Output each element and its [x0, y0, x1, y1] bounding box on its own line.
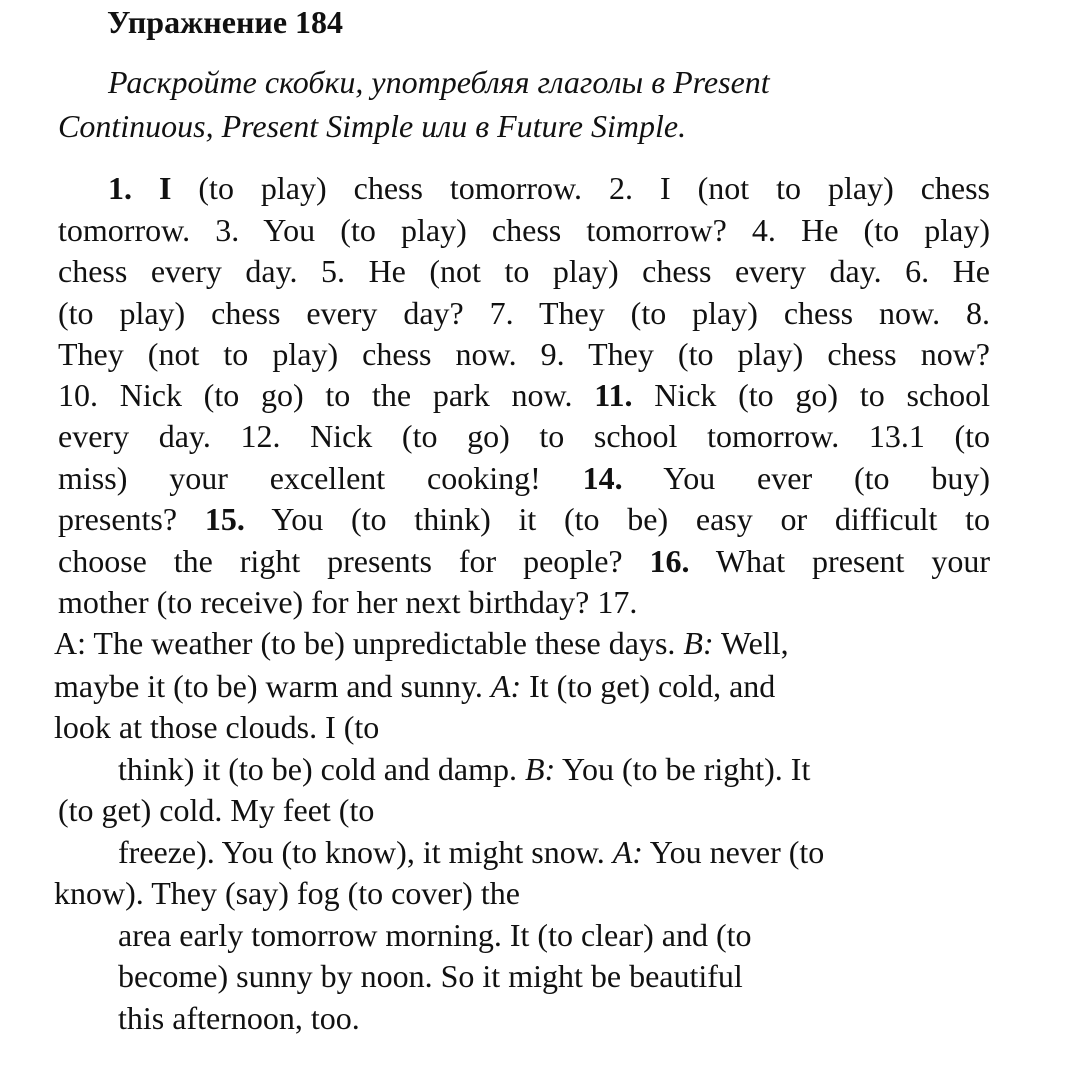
item-number: 11. — [594, 377, 633, 413]
text-line — [58, 498, 990, 540]
text-segment: A: The weather (to be) unpredictable these days. — [54, 625, 684, 661]
text-line — [58, 374, 990, 416]
item-number: 14. — [582, 460, 623, 496]
text-segment: freeze). You (to know), it might snow. — [118, 834, 613, 870]
line-content — [54, 668, 775, 704]
text-segment: You (to think) it (to be) easy or difficult to — [244, 501, 991, 537]
line-content — [58, 584, 637, 620]
text-line — [54, 665, 775, 707]
text-segment: (to play) chess tomorrow. 2. I (not to play) chess — [171, 170, 990, 206]
line-content — [54, 625, 789, 661]
text-segment: become) sunny by noon. So it might be beautiful — [118, 958, 743, 994]
text-segment: mother (to receive) for her next birthday? 17. — [58, 584, 638, 620]
line-content — [54, 875, 520, 911]
text-line — [58, 250, 990, 292]
text-segment: You (to be right). It — [555, 751, 811, 787]
line-content — [58, 253, 990, 289]
exercise-title: Упражнение 184 — [107, 4, 344, 40]
text-segment: You ever (to buy) — [622, 460, 990, 496]
line-content — [118, 751, 810, 787]
text-line — [58, 457, 990, 499]
line-content — [58, 792, 374, 828]
line-content — [118, 1000, 360, 1036]
item-number: 15. — [204, 501, 245, 537]
text-segment: presents? — [58, 501, 205, 537]
speaker-label: B: — [683, 625, 714, 661]
text-segment: miss) your excellent cooking! — [58, 460, 583, 496]
text-line — [118, 831, 824, 873]
line-content — [108, 170, 990, 206]
line-content — [58, 501, 990, 537]
item-number: 1. I — [108, 170, 172, 206]
text-segment: maybe it (to be) warm and sunny. — [54, 668, 491, 704]
line-content — [118, 917, 752, 953]
text-segment: this afternoon, too. — [118, 1000, 360, 1036]
text-line — [118, 997, 360, 1039]
exercise-instruction — [58, 60, 998, 148]
text-segment: What present your — [689, 543, 990, 579]
line-content — [58, 212, 990, 248]
text-segment: Nick (to go) to school — [632, 377, 991, 413]
text-line — [54, 706, 379, 748]
speaker-label: A: — [490, 668, 522, 704]
text-segment: (to get) cold. My feet (to — [58, 792, 375, 828]
line-content — [54, 709, 379, 745]
text-line — [118, 955, 743, 997]
text-segment: look at those clouds. I (to — [54, 709, 380, 745]
speaker-label: B: — [525, 751, 556, 787]
text-segment: think) it (to be) cold and damp. — [118, 751, 526, 787]
line-content — [58, 336, 990, 372]
text-segment: area early tomorrow morning. It (to clear) and (to — [118, 917, 752, 953]
text-line — [58, 292, 990, 334]
text-segment: choose the right presents for people? — [58, 543, 650, 579]
text-line — [58, 581, 637, 623]
text-line — [118, 748, 810, 790]
text-line — [58, 789, 374, 831]
text-line — [58, 209, 990, 251]
line-content — [58, 418, 990, 454]
text-line — [118, 914, 752, 956]
text-segment: It (to get) cold, and — [521, 668, 776, 704]
text-segment: 10. Nick (to go) to the park now. — [58, 377, 595, 413]
line-content — [58, 543, 990, 579]
speaker-label: A: — [612, 834, 643, 870]
instruction-line: Continuous, Present Simple или в Future Simple. — [58, 108, 687, 144]
instruction-line: Раскройте скобки, употребляя глаголы в Present — [108, 64, 770, 100]
text-line — [58, 540, 990, 582]
text-segment: chess every day. 5. He (not to play) chess every day. 6. He — [58, 253, 990, 289]
line-content — [118, 958, 743, 994]
text-segment: They (not to play) chess now. 9. They (to play) chess now? — [58, 336, 990, 372]
line-content — [58, 377, 990, 413]
item-number: 16. — [649, 543, 690, 579]
text-segment: tomorrow. 3. You (to play) chess tomorrow? 4. He (to play) — [58, 212, 990, 248]
text-line — [54, 622, 789, 664]
line-content — [58, 295, 990, 331]
text-segment: every day. 12. Nick (to go) to school tomorrow. 13.1 (to — [58, 418, 990, 454]
line-content — [58, 460, 990, 496]
text-segment: know). They (say) fog (to cover) the — [54, 875, 520, 911]
text-segment: (to play) chess every day? 7. They (to play) chess now. 8. — [58, 295, 990, 331]
text-segment: Well, — [713, 625, 789, 661]
text-line — [54, 872, 520, 914]
text-line — [58, 333, 990, 375]
text-line — [58, 415, 990, 457]
text-line — [108, 167, 990, 209]
text-segment: You never (to — [642, 834, 825, 870]
line-content — [118, 834, 824, 870]
